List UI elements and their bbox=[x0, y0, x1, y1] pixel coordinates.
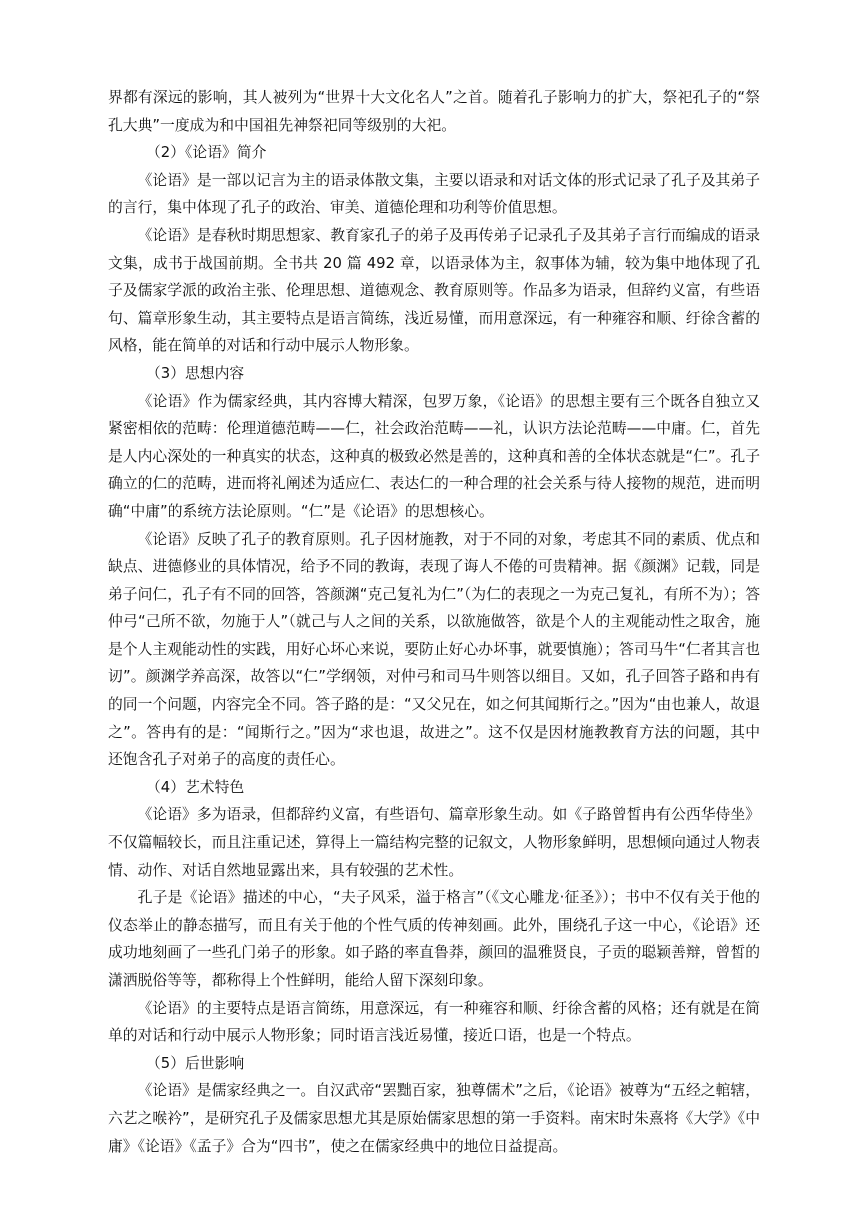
paragraph-thought-categories: 《论语》作为儒家经典，其内容博大精深，包罗万象，《论语》的思想主要有三个既各自独立又紧密相依的范畴：伦理道德范畴——仁，社会政治范畴——礼，认识方法论范畴——中庸。仁，首先是人内心深处的一种真实的状态，这种真的极致必然是善的，这种真和善的全体状态就是“仁”。孔子确立的仁的范畴，进而将礼阐述为适应仁、表达仁的一种合理的社会关系与待人接物的规范，进而明确“中庸”的系统方法论原则。“仁”是《论语》的思想核心。 bbox=[108, 392, 760, 520]
paragraph-later-influence: 《论语》是儒家经典之一。自汉武帝“罢黜百家，独尊儒术”之后，《论语》被尊为“五经之輨辖，六艺之喉衿”，是研究孔子及儒家思想尤其是原始儒家思想的第一手资料。南宋时朱熹将《大学》《中庸》《论语》《孟子》合为“四书”，使之在儒家经典中的地位日益提高。 bbox=[108, 1082, 760, 1155]
paragraph-intro-continuation: 界都有深远的影响，其人被列为“世界十大文化名人”之首。随着孔子影响力的扩大，祭祀孔子的“祭孔大典”一度成为和中国祖先神祭祀同等级别的大祀。 bbox=[108, 89, 760, 134]
section-heading-artistic-features: （4）艺术特色 bbox=[146, 778, 245, 796]
section-heading-lunyu-intro: （2）《论语》简介 bbox=[146, 144, 267, 162]
paragraph-lunyu-definition: 《论语》是一部以记言为主的语录体散文集，主要以语录和对话文体的形式记录了孔子及其弟子的言行，集中体现了孔子的政治、审美、道德伦理和功利等价值思想。 bbox=[108, 171, 760, 217]
paragraph-lunyu-composition: 《论语》是春秋时期思想家、教育家孔子的弟子及再传弟子记录孔子及其弟子言行而编成的语录文集，成书于战国前期。全书共 20 篇 492 章，以语录体为主，叙事体为辅，较为集中地体现了孔子及儒家学派的政治主张、伦理思想、道德观念、教育原则等。作品多为语录，但辞约义富，有些语句、篇章形象生动，其主要特点是语言简练，浅近易懂，而用意深远，有一种雍容和顺、纡徐含蓄的风格，能在简单的对话和行动中展示人物形象。 bbox=[108, 226, 760, 355]
paragraph-main-features: 《论语》的主要特点是语言简练，用意深远，有一种雍容和顺、纡徐含蓄的风格；还有就是在简单的对话和行动中展示人物形象；同时语言浅近易懂，接近口语，也是一个特点。 bbox=[108, 999, 760, 1045]
paragraph-teaching-principles: 《论语》反映了孔子的教育原则。孔子因材施教，对于不同的对象，考虑其不同的素质、优点和缺点、进德修业的具体情况，给予不同的教诲，表现了诲人不倦的可贵精神。据《颜渊》记载，同是弟子问仁，孔子有不同的回答，答颜渊“克己复礼为仁”（为仁的表现之一为克己复礼，有所不为）；答仲弓“己所不欲，勿施于人”（就己与人之间的关系，以欲施做答，欲是个人的主观能动性之取舍，施是个人主观能动性的实践，用好心坏心来说，要防止好心办坏事，就要慎施）；答司马牛“仁者其言也讱”。颜渊学养高深，故答以“仁”学纲领，对仲弓和司马牛则答以细目。又如，孔子回答子路和冉有的同一个问题，内容完全不同。答子路的是：“又父兄在，如之何其闻斯行之。”因为“由也兼人，故退之”。答冉有的是：“闻斯行之。”因为“求也退，故进之”。这不仅是因材施教教育方法的问题，其中还饱含孔子对弟子的高度的责任心。 bbox=[108, 530, 760, 769]
section-heading-thought-content: （3）思想内容 bbox=[146, 364, 245, 382]
document-page bbox=[108, 84, 760, 1160]
paragraph-confucius-portrayal: 孔子是《论语》描述的中心，“夫子风采，溢于格言”（《文心雕龙·征圣》）；书中不仅有关于他的仪态举止的静态描写，而且有关于他的个性气质的传神刻画。此外，围绕孔子这一中心，《论语》还成功地刻画了一些孔门弟子的形象。如子路的率直鲁莽，颜回的温雅贤良，子贡的聪颖善辩，曾皙的潇洒脱俗等等，都称得上个性鲜明，能给人留下深刻印象。 bbox=[108, 889, 760, 989]
paragraph-artistic-quotations: 《论语》多为语录，但都辞约义富，有些语句、篇章形象生动。如《子路曾皙冉有公西华侍坐》不仅篇幅较长，而且注重记述，算得上一篇结构完整的记叙文，人物形象鲜明，思想倾向通过人物表情、动作、对话自然地显露出来，具有较强的艺术性。 bbox=[108, 806, 760, 879]
section-heading-later-influence: （5）后世影响 bbox=[146, 1054, 245, 1072]
